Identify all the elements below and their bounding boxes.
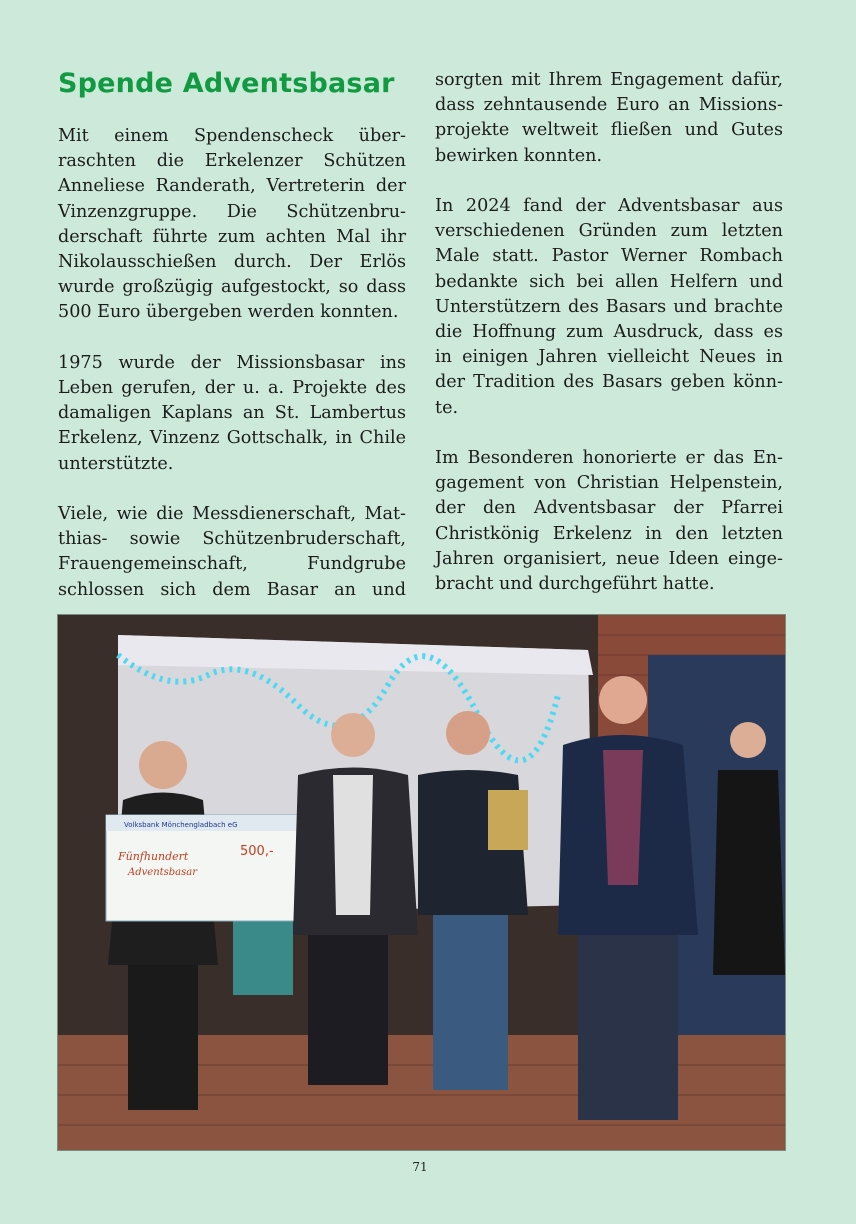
check-amount: 500,- xyxy=(240,844,274,859)
paragraph: Viele, wie die Messdienerschaft, Matthias- sowie Schützenbruderschaft, Frauengemeinschaft, Fundgrube schlossen sich dem Basar an und xyxy=(58,504,406,600)
check-bank: Volksbank Mönchengladbach eG xyxy=(124,821,238,829)
right-column xyxy=(435,68,783,622)
photo-illustration xyxy=(58,615,785,1150)
event-photo xyxy=(57,614,786,1151)
check-words: Fünfhundert xyxy=(118,850,189,863)
check-purpose: Adventsbasar xyxy=(128,867,198,878)
paragraph: Mit einem Spendenscheck überraschten die Erkelenzer Schützen Anneliese Randerath, Vertreterin der Vinzenzgruppe. Die Schützenbruderschaft führte zum achten Mal ihr Nikolausschießen durch. Der Erlös wurde großzügig aufgestockt, so dass 500 Euro übergeben werden konnten. xyxy=(58,126,406,323)
paragraph: Im Besonderen honorierte er das Engagement von Christian Helpenstein, der den Adventsbasar der Pfarrei Christkönig Erkelenz in den letzten Jahren organisiert, neue Ideen eingebracht und durchgeführt hatte. xyxy=(435,448,783,595)
article-title: Spende Adventsbasar xyxy=(58,68,395,99)
paragraph: 1975 wurde der Missionsbasar ins Leben gerufen, der u. a. Projekte des damaligen Kaplans an St. Lambertus Erkelenz, Vinzenz Gottschalk, in Chile unterstützte. xyxy=(58,352,406,474)
paragraph: sorgten mit Ihrem Engagement dafür, dass zehntausende Euro an Missionsprojekte weltweit fließen und Gutes bewirken konnten. xyxy=(435,70,783,166)
paragraph: In 2024 fand der Adventsbasar aus verschiedenen Gründen zum letzten Male statt. Pastor Werner Rombach bedankte sich bei allen Helfern und Unterstützern des Basars und brachte die Hoffnung zum Ausdruck, dass es in einigen Jahren vielleicht Neues in der Tradition des Basars geben könnte. xyxy=(435,196,783,418)
page-number: 71 xyxy=(412,1160,428,1174)
left-column xyxy=(58,124,406,628)
